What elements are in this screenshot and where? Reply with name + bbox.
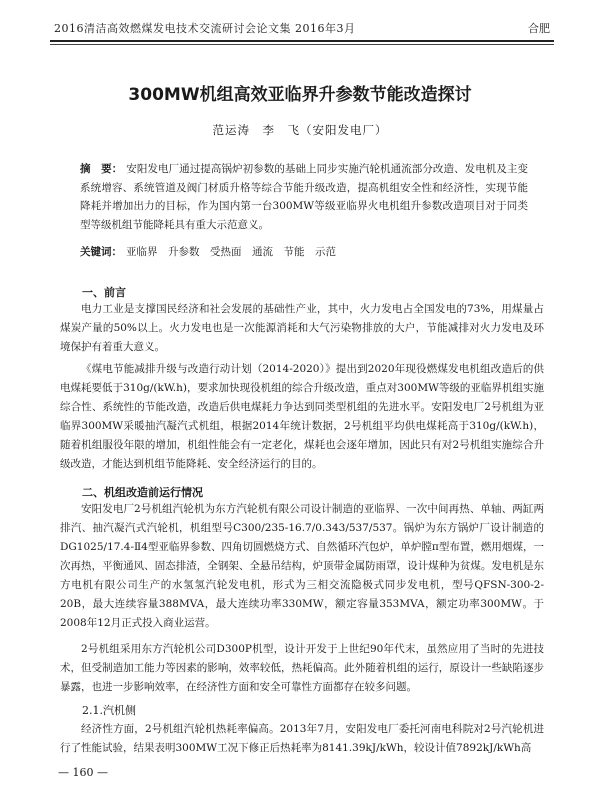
paragraph-intro-2: 《煤电节能减排升级与改造行动计划（2014-2020）》提出到2020年现役燃煤发电机组改造后的供电煤耗要低于310g/(kW.h)，要求加快现役机组的综合升级改造，重点对300MW等级的亚临界机组实施综合性、系统性的节能改造，改造后供电煤耗力争达到同类型机组的先进水平。安阳发电厂2号机组为亚临界300MW采暖抽汽凝汽式机组，根据2014年统计数据，2号机组平均供电煤耗高于310g/(kW.h)，随着机组服役年限的增加，机组性能会有一定老化，煤耗也会逐年增加，因此只有对2号机组实施综合升级改造，才能达到机组节能降耗、安全经济运行的目的。 xyxy=(60,363,544,470)
paragraph-intro-1: 电力工业是支撑国民经济和社会发展的基础性产业，其中，火力发电占全国发电的73%，用煤量占煤炭产量的50%以上。火力发电也是一次能源消耗和大气污染物排放的大户，节能减排对火力发电及环境保护有着重大意义。 xyxy=(60,303,544,353)
abstract-label: 摘 要： xyxy=(80,163,123,175)
abstract xyxy=(80,160,528,234)
header-rule-thin xyxy=(50,44,554,45)
section-heading-operation: 二、机组改造前运行情况 xyxy=(82,486,203,499)
paper-title: 300MW机组高效亚临界升参数节能改造探讨 xyxy=(128,85,472,105)
paragraph-turbine-issues: 2号机组采用东方汽轮机公司D300P机型，设计开发于上世纪90年代末，虽然应用了当时的先进技术，但受制造加工能力等因素的影响，效率较低，热耗偏高。此外随着机组的运行，原设计一些缺陷逐步暴露，也进一步影响效率，在经济性方面和安全可靠性方面都存在较多问题。 xyxy=(60,643,544,693)
header-rule-thick xyxy=(50,40,554,42)
header-proceedings-title: 2016清洁高效燃煤发电技术交流研讨会论文集 2016年3月 xyxy=(54,22,356,35)
keywords-text: 亚临界 升参数 受热面 通流 节能 示范 xyxy=(126,246,336,258)
section-heading-intro: 一、前言 xyxy=(82,286,126,299)
abstract-text: 安阳发电厂通过提高锅炉初参数的基础上同步实施汽轮机通流部分改造、发电机及主变系统增容、系统管道及阀门材质升格等综合节能升级改造，提高机组安全性和经济性，实现节能降耗并增加出力的目标，作为国内第一台300MW等级亚临界火电机组升参数改造项目对于同类型等级机组节能降耗具有重大示范意义。 xyxy=(80,163,529,231)
paragraph-unit-description: 安阳发电厂2号机组汽轮机为东方汽轮机有限公司设计制造的亚临界、一次中间再热、单轴、两缸两排汽、抽汽凝汽式汽轮机，机组型号C300/235-16.7/0.343/537/537。锅炉为东方锅炉厂设计制造的DG1025/17.4-Ⅱ4型亚临界参数、四角切圆燃烧方式、自然循环汽包炉，单炉膛π型布置，燃用烟煤，一次再热，平衡通风、固态排渣，全钢架、全悬吊结构，炉顶带金属防雨罩，设计煤种为贫煤。发电机是东方电机有限公司生产的水氢氢汽轮发电机，形式为三相交流隐极式同步发电机，型号QFSN-300-2-20B，最大连续容量388MVA，最大连续功率330MW，额定容量353MVA，额定功率300MW。于2008年12月正式投入商业运营。 xyxy=(60,503,544,629)
header-location: 合肥 xyxy=(528,22,550,35)
page-number: — 160 — xyxy=(58,766,108,779)
paragraph-economics: 经济性方面，2号机组汽轮机热耗率偏高。2013年7月，安阳发电厂委托河南电科院对2号汽轮机进行了性能试验，结果表明300MW工况下修正后热耗率为8141.39kJ/kWh，较设计值7892kJ/kWh高 xyxy=(60,723,544,754)
keywords-label: 关键词： xyxy=(80,246,122,258)
paper-authors: 范运涛 李 飞（安阳发电厂） xyxy=(212,123,388,137)
keywords xyxy=(80,244,528,259)
section-heading-turbine: 2.1.汽机侧 xyxy=(82,704,136,717)
